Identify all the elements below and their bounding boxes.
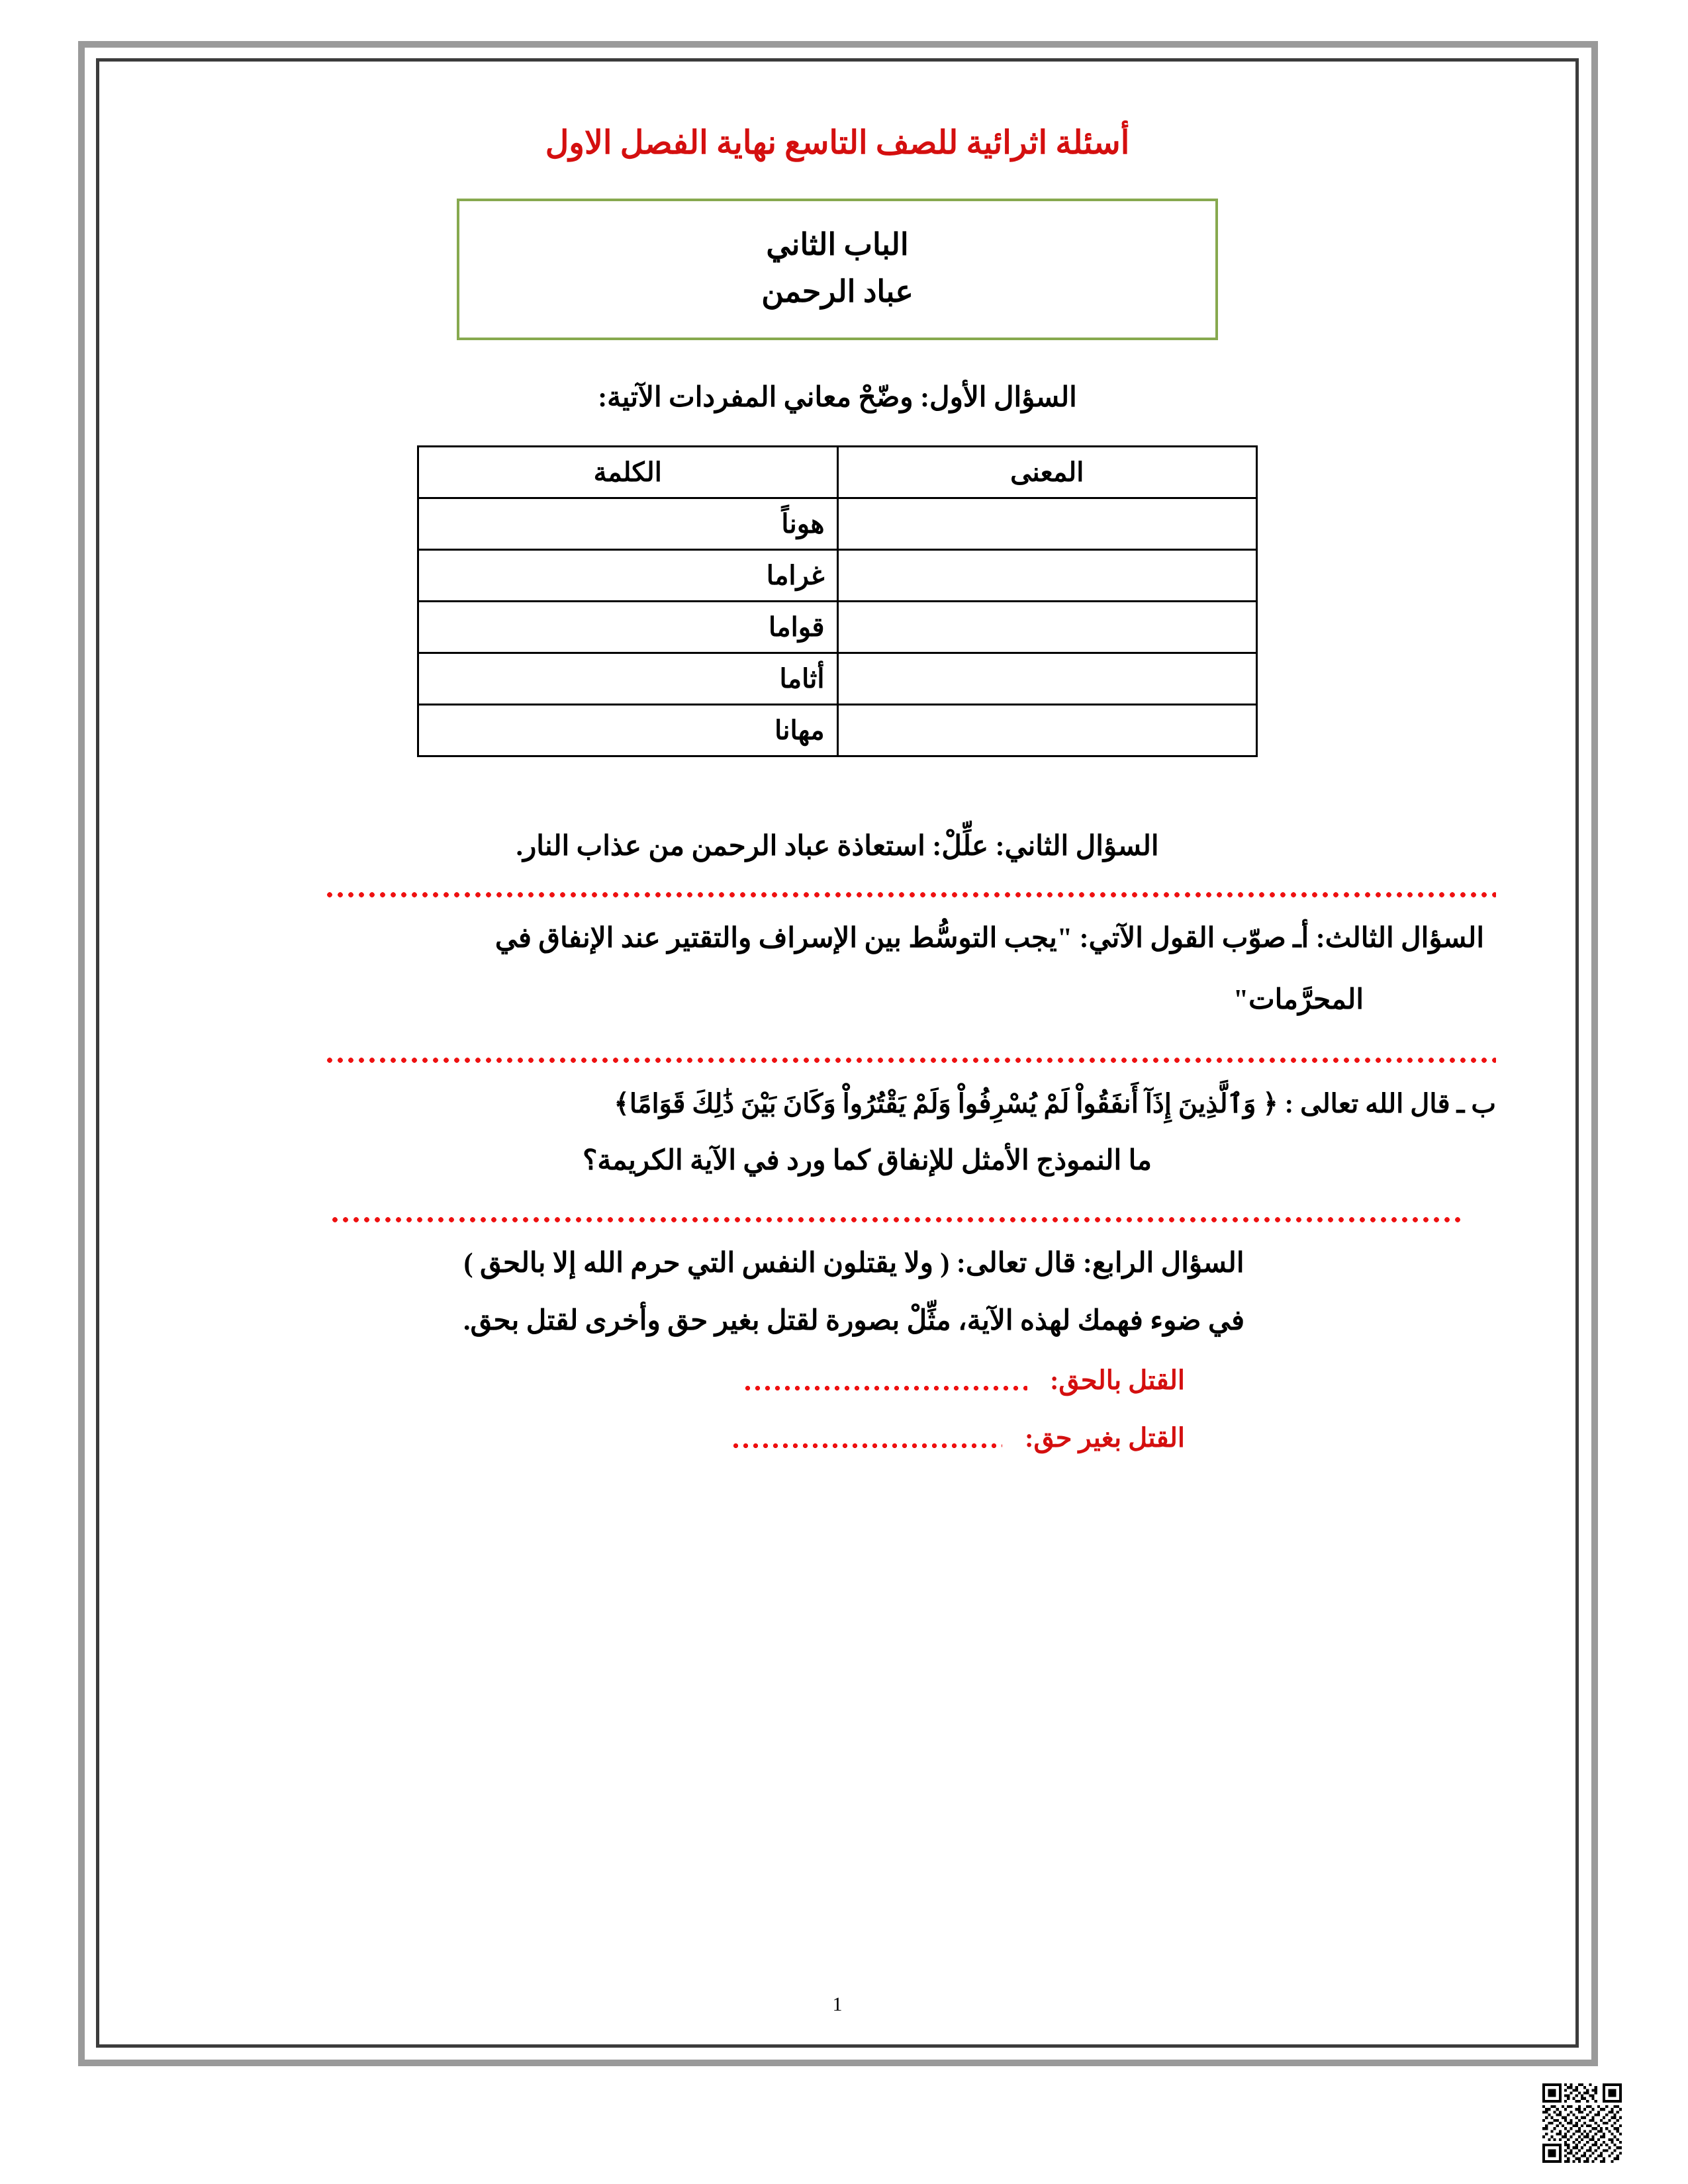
answer-label-killing-without-right: القتل بغير حق: bbox=[1025, 1423, 1185, 1453]
chapter-box-line-2: عباد الرحمن bbox=[761, 274, 914, 308]
meaning-cell[interactable] bbox=[837, 498, 1257, 550]
vocabulary-table-wrapper bbox=[417, 445, 1258, 757]
table-row bbox=[418, 653, 1257, 705]
answer-separator-2 bbox=[324, 1057, 1496, 1064]
question-4-block bbox=[179, 1243, 1496, 1453]
vocabulary-table bbox=[417, 445, 1258, 757]
question-3-part-b-verse: ب ـ قال الله تعالى : ﴿ وَٱلَّذِينَ إِذَآ أَنفَقُواْ لَمْ يُسْرِفُواْ وَلَمْ يَقْتُرُواْ وَكَانَ بَيْنَ ذَٰلِكَ قَوَامًا﴾ bbox=[614, 1089, 1496, 1119]
word-cell: مهانا bbox=[418, 705, 838, 756]
answer-row-with-right bbox=[179, 1365, 1496, 1396]
question-3-part-a-line-1: السؤال الثالث: أـ صوّب القول الآتي: "يجب التوسُّط بين الإسراف والتقتير عند الإنفاق في bbox=[494, 923, 1484, 954]
chapter-box-line-1: الباب الثاني bbox=[766, 227, 909, 261]
question-4-line-1: السؤال الرابع: قال تعالى: ( ولا يقتلون النفس التي حرم الله إلا بالحق ) bbox=[463, 1248, 1244, 1279]
answer-fill-line-2[interactable] bbox=[731, 1431, 1002, 1453]
answer-separator-1 bbox=[324, 891, 1496, 898]
meaning-cell[interactable] bbox=[837, 653, 1257, 705]
table-row bbox=[418, 705, 1257, 756]
question-1-prompt: السؤال الأول: وضّحْ معاني المفردات الآتية: bbox=[598, 383, 1077, 414]
qr-code-icon bbox=[1542, 2083, 1622, 2163]
question-3-part-b-block bbox=[179, 1083, 1496, 1182]
table-row bbox=[418, 498, 1257, 550]
page-title: أسئلة اثرائية للصف التاسع نهاية الفصل الاول bbox=[545, 124, 1130, 161]
table-row bbox=[418, 602, 1257, 653]
meaning-cell[interactable] bbox=[837, 705, 1257, 756]
chapter-title-box bbox=[457, 199, 1218, 341]
question-1-block bbox=[179, 377, 1496, 757]
meaning-cell[interactable] bbox=[837, 602, 1257, 653]
question-3-part-a-line-2: المحرَّمات" bbox=[1233, 985, 1364, 1016]
word-cell: قواما bbox=[418, 602, 838, 653]
answer-label-killing-with-right: القتل بالحق: bbox=[1050, 1365, 1185, 1396]
table-row bbox=[418, 550, 1257, 602]
answer-row-without-right bbox=[179, 1422, 1496, 1453]
word-cell: أثاما bbox=[418, 653, 838, 705]
question-3-block bbox=[179, 918, 1496, 1021]
answer-fill-line-1[interactable] bbox=[743, 1373, 1027, 1396]
worksheet-page bbox=[106, 66, 1569, 2038]
answer-separator-3 bbox=[330, 1216, 1462, 1223]
table-header-meaning: المعنى bbox=[837, 447, 1257, 498]
table-header-word: الكلمة bbox=[418, 447, 838, 498]
table-header-row bbox=[418, 447, 1257, 498]
question-3-part-b-question: ما النموذج الأمثل للإنفاق كما ورد في الآية الكريمة؟ bbox=[583, 1146, 1152, 1177]
question-2-block bbox=[179, 826, 1496, 868]
question-2-prompt: السؤال الثاني: علِّلْ: استعاذة عباد الرحمن من عذاب النار. bbox=[516, 831, 1159, 862]
word-cell: غراما bbox=[418, 550, 838, 602]
meaning-cell[interactable] bbox=[837, 550, 1257, 602]
question-4-line-2: في ضوء فهمك لهذه الآية، مثِّلْ بصورة لقتل بغير حق وأخرى لقتل بحق. bbox=[463, 1306, 1245, 1337]
word-cell: هوناً bbox=[418, 498, 838, 550]
page-number: 1 bbox=[832, 1993, 843, 2015]
